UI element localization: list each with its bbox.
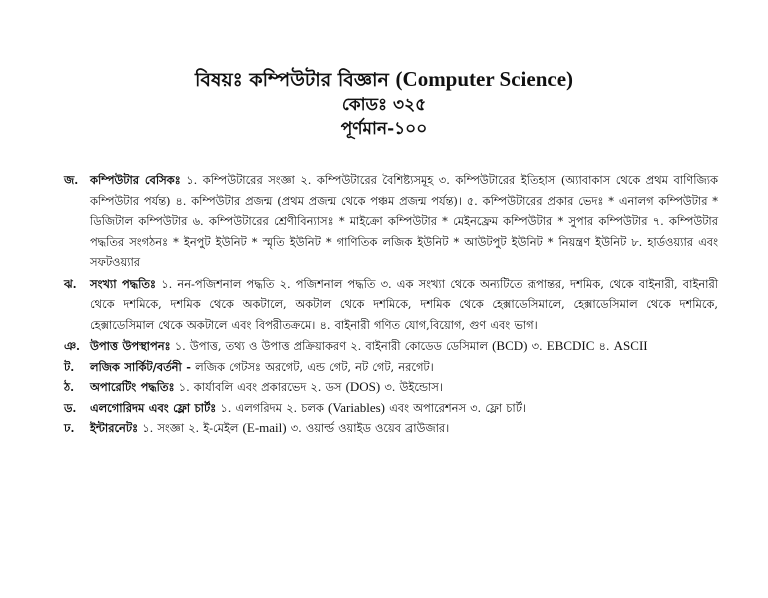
section-marker: ট. bbox=[64, 359, 75, 374]
dos-term: (DOS) bbox=[345, 379, 381, 394]
section-content bbox=[90, 274, 718, 336]
section-label: লজিক সার্কিট/বর্তনী - bbox=[90, 359, 191, 374]
bcd-term: (BCD) bbox=[492, 338, 528, 353]
section-text: লজিক গেটসঃ অরগেট, এন্ড গেট, নট গেট, নরগেট। bbox=[195, 359, 434, 374]
section-internet bbox=[64, 418, 718, 439]
section-number-system bbox=[64, 274, 718, 336]
section-text: ৩. ওয়ার্ল্ড ওয়াইড ওয়েব ব্রাউজার। bbox=[290, 421, 450, 435]
section-text: ১. কার্যাবলি এবং প্রকারভেদ ২. ডস bbox=[178, 380, 342, 394]
section-content bbox=[90, 357, 718, 378]
section-marker: ঠ. bbox=[64, 380, 75, 394]
section-data-representation bbox=[64, 336, 718, 357]
section-text: ৪. bbox=[598, 339, 610, 353]
section-marker: ঝ. bbox=[64, 276, 77, 291]
section-operating-system bbox=[64, 377, 718, 398]
email-term: (E-mail) bbox=[242, 420, 287, 435]
section-text: ১. উপাত্ত, তথ্য ও উপাত্ত প্রক্রিয়াকরণ ২. বাইনারী কোডেড ডেসিমাল bbox=[174, 339, 488, 353]
section-algorithm-flowchart bbox=[64, 398, 718, 419]
section-label: উপাত্ত উপস্থাপনঃ bbox=[90, 339, 171, 353]
section-content bbox=[90, 377, 718, 398]
section-content bbox=[90, 336, 718, 357]
section-logic-circuit bbox=[64, 357, 718, 378]
section-label: অপারেটিং পদ্ধতিঃ bbox=[90, 380, 175, 394]
section-marker: জ. bbox=[64, 173, 79, 187]
section-label: কম্পিউটার বেসিকঃ bbox=[90, 173, 181, 187]
section-content bbox=[90, 170, 718, 273]
section-label: এলগোরিদম এবং ফ্লো চার্টঃ bbox=[90, 400, 217, 415]
subject-code: কোডঃ ৩২৫ bbox=[341, 95, 427, 115]
section-text: ৩. উইন্ডোস। bbox=[384, 380, 443, 394]
subject-title-bengali: বিষয়ঃ কম্পিউটার বিজ্ঞান bbox=[194, 69, 389, 91]
subject-title-english: (Computer Science) bbox=[395, 67, 574, 91]
ebcdic-term: EBCDIC bbox=[546, 338, 595, 353]
syllabus-sections bbox=[64, 170, 718, 439]
variables-term: (Variables) bbox=[327, 399, 386, 415]
section-label: সংখ্যা পদ্ধতিঃ bbox=[90, 276, 157, 291]
section-content bbox=[90, 398, 718, 419]
full-marks: পূর্ণমান-১০০ bbox=[340, 119, 428, 139]
section-marker: ঢ. bbox=[64, 421, 75, 435]
section-computer-basics bbox=[64, 170, 718, 273]
section-content bbox=[90, 418, 718, 439]
syllabus-header bbox=[0, 66, 768, 141]
subject-title bbox=[0, 66, 768, 93]
section-text: ১. নন-পজিশনাল পদ্ধতি ২. পজিশনাল পদ্ধতি ৩. এক সংখ্যা থেকে অন্যটিতে রূপান্তর, দশমিক, থেকে বাইনারী, বাইনারী থেকে দশমিকে, দশমিক থেকে অকটালে, অকটাল থেকে দশমিকে, দশমিক থেকে হেক্সাডেসিমালে, হেক্সাডেসিমাল থেকে দশমিকে, হেক্সাডেসিমাল থেকে অকটালে এবং বিপরীতক্রমে। ৪. বাইনারী গণিত যোগ,বিয়োগ, গুণ এবং ভাগ। bbox=[90, 276, 718, 332]
ascii-term: ASCII bbox=[613, 338, 648, 353]
section-text: ৩. bbox=[531, 339, 543, 353]
section-text: ১. সংজ্ঞা ২. ই-মেইল bbox=[142, 421, 239, 435]
section-marker: ঞ. bbox=[64, 339, 80, 353]
section-text: ১. এলগরিদম ২. চলক bbox=[220, 400, 324, 415]
section-text: এবং অপারেশনস ৩. ফ্লো চার্ট। bbox=[389, 400, 526, 415]
section-marker: ড. bbox=[64, 400, 77, 415]
section-label: ইন্টারনেটঃ bbox=[90, 421, 139, 435]
section-text: ১. কম্পিউটারের সংজ্ঞা ২. কম্পিউটারের বৈশিষ্ট্যসমূহ ৩. কম্পিউটারের ইতিহাস (অ্যাবাকাস থেকে প্রথম বাণিজ্যিক কম্পিউটার পর্যন্ত) ৪. কম্পিউটার প্রজন্ম (প্রথম প্রজন্ম থেকে পঞ্চম প্রজন্ম পর্যন্ত)। ৫. কম্পিউটারের প্রকার ভেদঃ * এনালগ কম্পিউটার * ডিজিটাল কম্পিউটার ৬. কম্পিউটারের শ্রেণীবিন্যাসঃ * মাইক্রো কম্পিউটার * মেইনফ্রেম কম্পিউটার * সুপার কম্পিউটার ৭. কম্পিউটার পদ্ধতির সংগঠনঃ * ইনপুট ইউনিট * স্মৃতি ইউনিট * গাণিতিক লজিক ইউনিট * আউটপুট ইউনিট * নিয়ন্ত্রণ ইউনিট ৮. হার্ডওয়্যার এবং সফটওয়্যার bbox=[90, 173, 719, 269]
